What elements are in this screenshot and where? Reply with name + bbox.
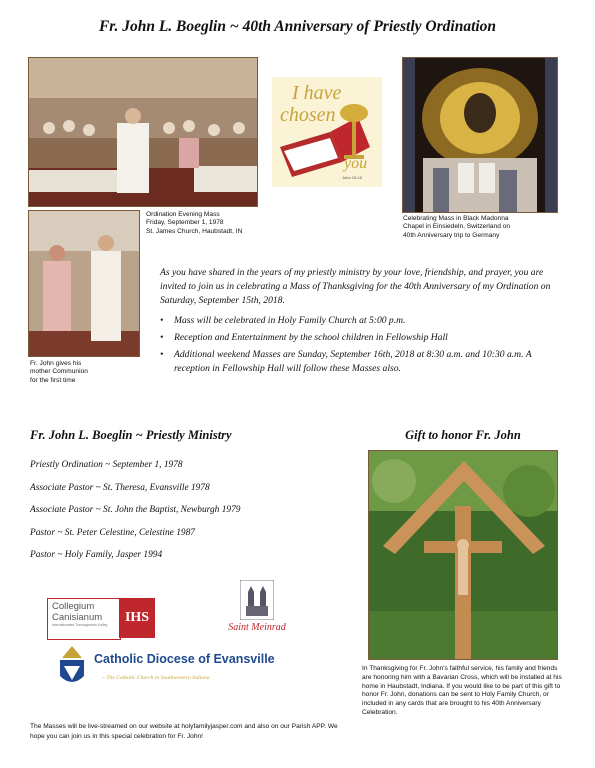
ordination-mass-photo (28, 57, 258, 207)
collegium-line-2: Canisianum (52, 612, 103, 623)
invitation-text (160, 266, 558, 376)
ministry-heading: Fr. John L. Boeglin ~ Priestly Ministry (30, 428, 232, 442)
ministry-item: Pastor ~ Holy Family, Jasper 1994 (30, 550, 163, 560)
black-madonna-chapel-photo (402, 57, 558, 213)
ministry-list (30, 454, 350, 567)
caption-line: Friday, September 1, 1978 (146, 219, 224, 227)
caption-line: Fr. John gives his (30, 360, 82, 367)
logo-line-1: I have (292, 82, 342, 104)
bullet-reception: • Reception and Entertainment by the school children in Fellowship Hall (160, 331, 558, 345)
ministry-item: Associate Pastor ~ St. John the Baptist, Newburgh 1979 (30, 505, 241, 515)
caption-line: 40th Anniversary trip to Germany (403, 231, 500, 239)
diocese-name: Catholic Diocese of Evansville (94, 652, 275, 666)
communion-photo (28, 210, 140, 357)
ihs-text: IHS (124, 610, 150, 625)
diocese-tagline: ~ The Catholic Church in Southwestern Indiana (102, 675, 210, 681)
bavarian-cross-photo (368, 450, 558, 660)
ministry-item: Associate Pastor ~ St. Theresa, Evansville 1978 (30, 482, 210, 493)
collegium-subtitle: Internationales Theologisches Kolleg (52, 623, 108, 627)
ordination-caption (146, 211, 276, 236)
logo-line-2: chosen (280, 104, 336, 126)
caption-line: mother Communion (30, 368, 88, 376)
caption-line: Celebrating Mass in Black Madonna (403, 215, 509, 222)
saint-meinrad-text: Saint Meinrad (228, 622, 286, 633)
livestream-footer: The Masses will be live-streamed on our website at holyfamilyjasper.com and also on our Parish APP. We hope you can join us in this special celebration for Fr. John! (30, 723, 338, 740)
ihs-badge (119, 598, 155, 638)
caption-line: for the first time (30, 376, 76, 384)
invitation-paragraph: As you have shared in the years of my priestly ministry by your love, friendship, and prayer, you are invited to join us in celebrating a Mass of Thanksgiving for the 40th Anniversary of my Ordination on Saturday, September 15th, 2018. (160, 267, 551, 306)
collegium-line-1: Collegium (52, 601, 95, 612)
collegium-canisianum-logo (47, 598, 157, 638)
diocese-logo (56, 646, 316, 696)
communion-caption (30, 360, 130, 385)
i-have-chosen-you-graphic (272, 77, 382, 187)
caption-line: Ordination Evening Mass (146, 211, 220, 218)
bullet-weekend-masses: • Additional weekend Masses are Sunday, September 16th, 2018 at 8:30 a.m. and 10:30 a.m. A reception in Fellowship Hall will follow these Masses also. (160, 348, 558, 376)
ministry-item: Priestly Ordination ~ September 1, 1978 (30, 460, 183, 470)
caption-line: St. James Church, Haubstadt, IN (146, 227, 243, 235)
page-title: Fr. John L. Boeglin ~ 40th Anniversary of Priestly Ordination (98, 18, 497, 35)
logo-reference: John 15:16 (342, 175, 362, 180)
bullet-mass-time: • Mass will be celebrated in Holy Family Church at 5:00 p.m. (160, 314, 558, 328)
gift-description: In Thanksgiving for Fr. John's faithful service, his family and friends are honoring him with a Bavarian Cross, which will be installed at his home in Haubstadt, Indiana. If you would like to be part of this gift to honor Fr. John, donations can be sent to Holy Family Church, or included in any cards that are brought to his 40th Anniversary Celebration. (362, 665, 562, 716)
ministry-item: Pastor ~ St. Peter Celestine, Celestine 1987 (30, 527, 195, 538)
logo-line-3: you (344, 155, 368, 172)
gift-heading: Gift to honor Fr. John (405, 428, 521, 442)
collegium-text-block (47, 598, 121, 640)
saint-meinrad-logo (212, 580, 302, 640)
black-madonna-caption (403, 215, 563, 240)
caption-line: Chapel in Einsiedeln, Switzerland on (403, 223, 511, 231)
